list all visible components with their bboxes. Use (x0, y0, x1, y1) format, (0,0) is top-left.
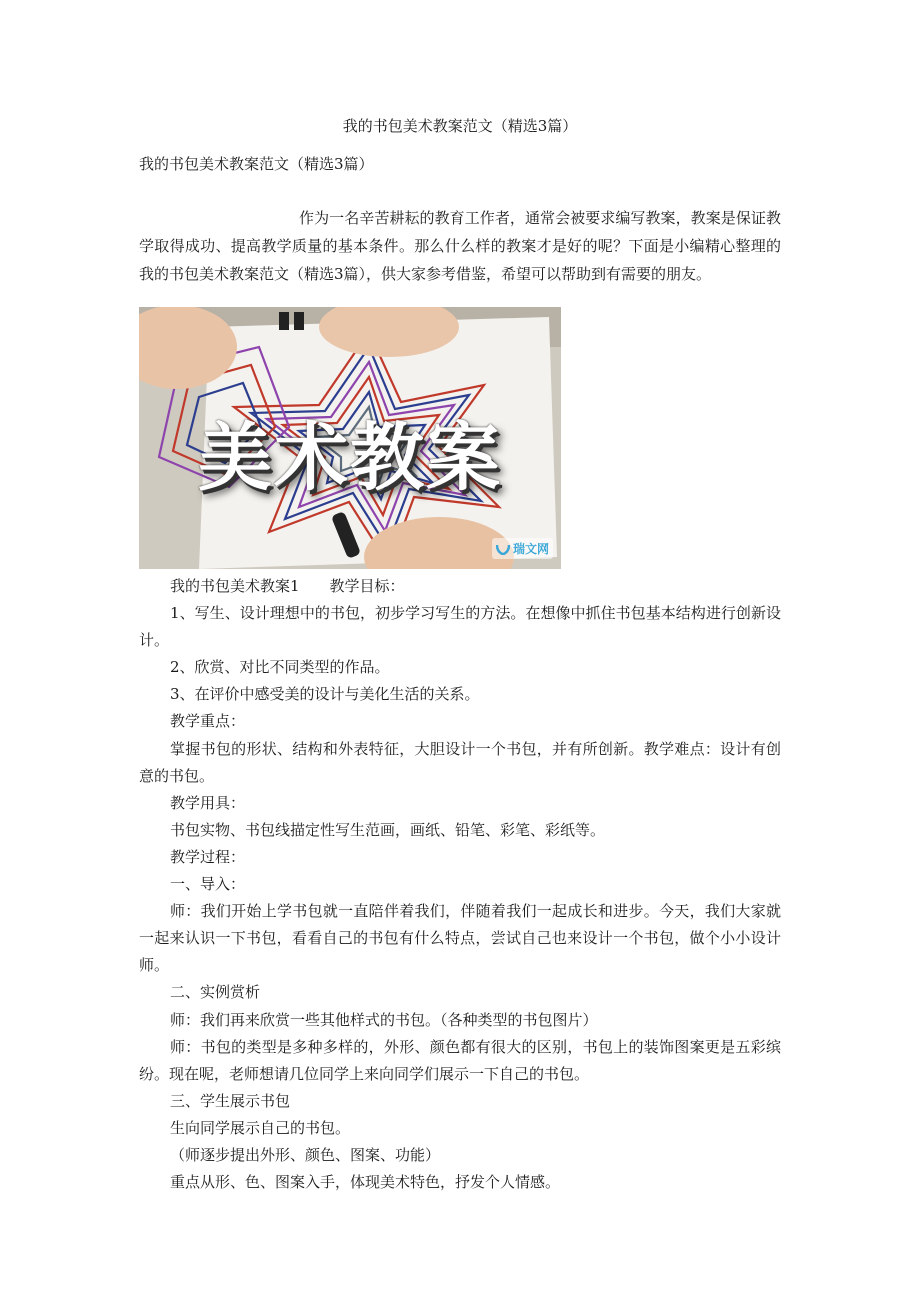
art-lesson-image (139, 307, 561, 569)
body-paragraph: 2、欣赏、对比不同类型的作品。 (170, 658, 390, 677)
body-paragraph: 1、写生、设计理想中的书包，初步学习写生的方法。在想像中抓住书包基本结构进行创新设计。 (139, 604, 781, 650)
body-paragraph: 3、在评价中感受美的设计与美化生活的关系。 (170, 685, 480, 704)
body-paragraph: 师：书包的类型是多种多样的，外形、颜色都有很大的区别，书包上的装饰图案更是五彩缤纷。现在呢，老师想请几位同学上来向同学们展示一下自己的书包。 (139, 1037, 781, 1083)
body-paragraph: 教学用具： (170, 793, 246, 812)
body-paragraph: 教学重点： (170, 712, 246, 731)
watermark-logo (492, 538, 553, 559)
body-paragraph: 一、导入： (170, 875, 246, 894)
body-paragraph: 师：我们再来欣赏一些其他样式的书包。（各种类型的书包图片） (170, 1010, 598, 1029)
intro-paragraph: 作为一名辛苦耕耘的教育工作者，通常会被要求编写教案，教案是保证教学取得成功、提高教学质量的基本条件。那么什么样的教案才是好的呢？下面是小编精心整理的我的书包美术教案范文（精选3篇），供大家参考借鉴，希望可以帮助到有需要的朋友。 (139, 209, 781, 283)
body-paragraph: 我的书包美术教案1 教学目标： (170, 577, 405, 595)
body-paragraph: 书包实物、书包线描定性写生范画，画纸、铅笔、彩笔、彩纸等。 (170, 820, 606, 839)
document-subtitle: 我的书包美术教案范文（精选3篇） (139, 155, 374, 173)
body-paragraph: （师逐步提出外形、颜色、图案、功能） (170, 1145, 441, 1164)
lesson-body (139, 573, 781, 1196)
body-paragraph: 重点从形、色、图案入手，体现美术特色，抒发个人情感。 (170, 1173, 561, 1192)
body-paragraph: 师：我们开始上学书包就一直陪伴着我们，伴随着我们一起成长和进步。今天，我们大家就一起来认识一下书包，看看自己的书包有什么特点，尝试自己也来设计一个书包，做个小小设计师。 (139, 902, 781, 975)
body-paragraph: 教学过程： (170, 847, 246, 866)
document-title: 我的书包美术教案范文（精选3篇） (342, 117, 578, 135)
body-paragraph: 三、学生展示书包 (170, 1091, 291, 1110)
body-paragraph: 生向同学展示自己的书包。 (170, 1118, 351, 1137)
image-overlay-text: 美术教案 (198, 415, 502, 501)
watermark-icon (496, 543, 510, 555)
body-paragraph: 二、实例赏析 (170, 983, 261, 1002)
watermark-text: 瑞文网 (512, 542, 549, 556)
body-paragraph: 掌握书包的形状、结构和外表特征，大胆设计一个书包，并有所创新。教学难点：设计有创意的书包。 (139, 739, 781, 785)
